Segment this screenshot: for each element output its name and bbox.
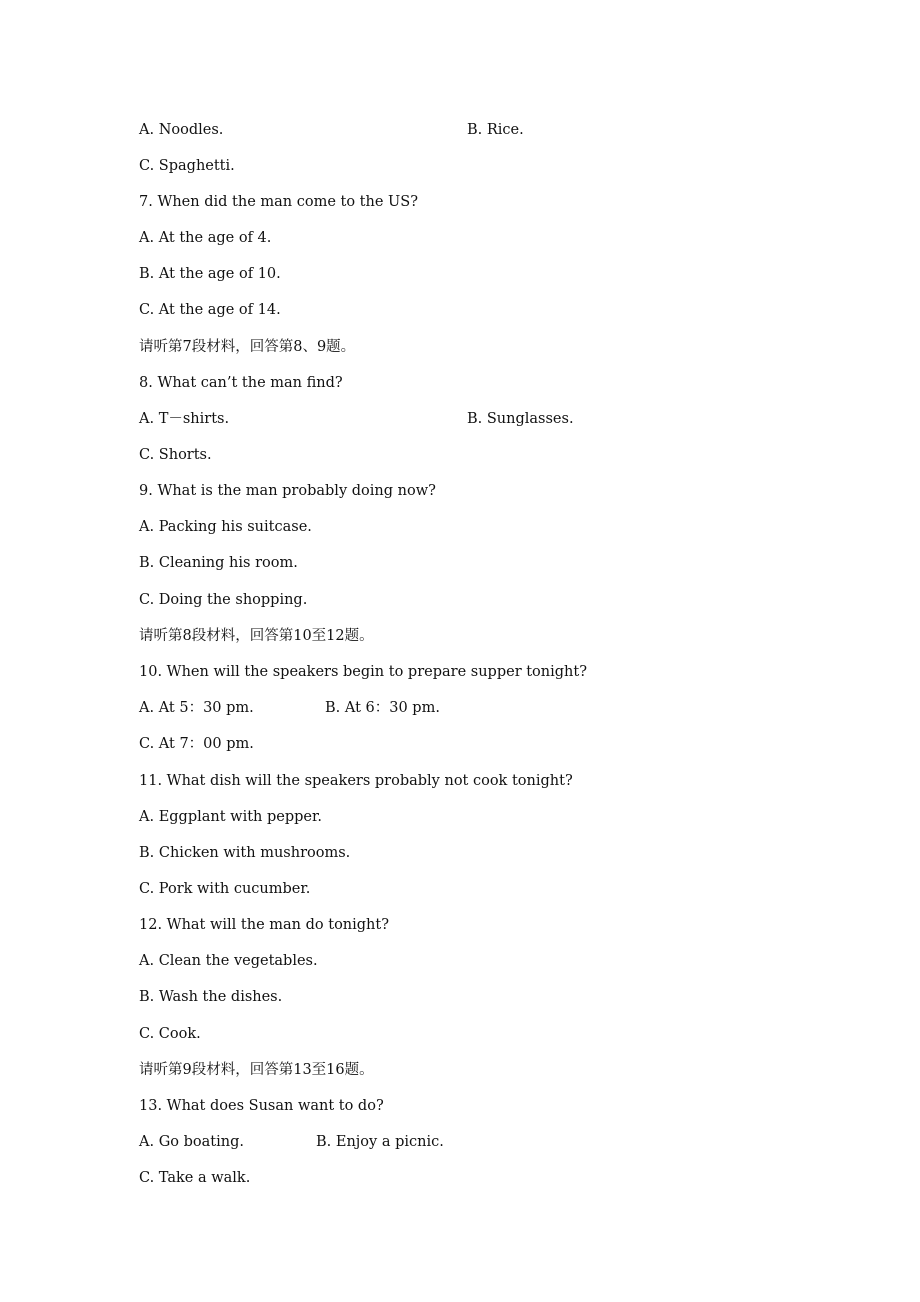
section-instruction-9: 请听第9段材料，回答第13至16题。: [139, 1062, 374, 1078]
q9-option-a: A. Packing his suitcase.: [139, 519, 312, 535]
q11-option-b: B. Chicken with mushrooms.: [139, 845, 351, 861]
q13-option-c: C. Take a walk.: [139, 1170, 251, 1186]
q11-question: 11. What dish will the speakers probably not cook tonight?: [139, 773, 573, 789]
q13-option-b: B. Enjoy a picnic.: [316, 1134, 444, 1150]
section-instruction-7: 请听第7段材料，回答第8、9题。: [139, 339, 356, 355]
q6-option-a: A. Noodles.: [139, 122, 224, 138]
q8-question: 8. What can’t the man find?: [139, 375, 343, 391]
q9-question: 9. What is the man probably doing now?: [139, 483, 436, 499]
q10-question: 10. When will the speakers begin to prepare supper tonight?: [139, 664, 587, 680]
q7-question: 7. When did the man come to the US?: [139, 194, 418, 210]
q10-option-c: C. At 7：00 pm.: [139, 736, 254, 752]
q8-option-c: C. Shorts.: [139, 447, 212, 463]
q12-option-c: C. Cook.: [139, 1026, 201, 1042]
q9-option-b: B. Cleaning his room.: [139, 555, 298, 571]
q8-option-b: B. Sunglasses.: [467, 411, 574, 427]
section-instruction-8: 请听第8段材料，回答第10至12题。: [139, 628, 374, 644]
q11-option-a: A. Eggplant with pepper.: [139, 809, 322, 825]
q6-option-b: B. Rice.: [467, 122, 524, 138]
q8-option-a: A. T－shirts.: [139, 411, 230, 427]
q13-question: 13. What does Susan want to do?: [139, 1098, 384, 1114]
q12-option-a: A. Clean the vegetables.: [139, 953, 318, 969]
q11-option-c: C. Pork with cucumber.: [139, 881, 311, 897]
q12-question: 12. What will the man do tonight?: [139, 917, 389, 933]
q9-option-c: C. Doing the shopping.: [139, 592, 308, 608]
q13-option-a: A. Go boating.: [139, 1134, 244, 1150]
q7-option-a: A. At the age of 4.: [139, 230, 272, 246]
q6-option-c: C. Spaghetti.: [139, 158, 235, 174]
q10-option-b: B. At 6：30 pm.: [325, 700, 440, 716]
q12-option-b: B. Wash the dishes.: [139, 989, 283, 1005]
q10-option-a: A. At 5：30 pm.: [139, 700, 254, 716]
q7-option-b: B. At the age of 10.: [139, 266, 281, 282]
q7-option-c: C. At the age of 14.: [139, 302, 281, 318]
